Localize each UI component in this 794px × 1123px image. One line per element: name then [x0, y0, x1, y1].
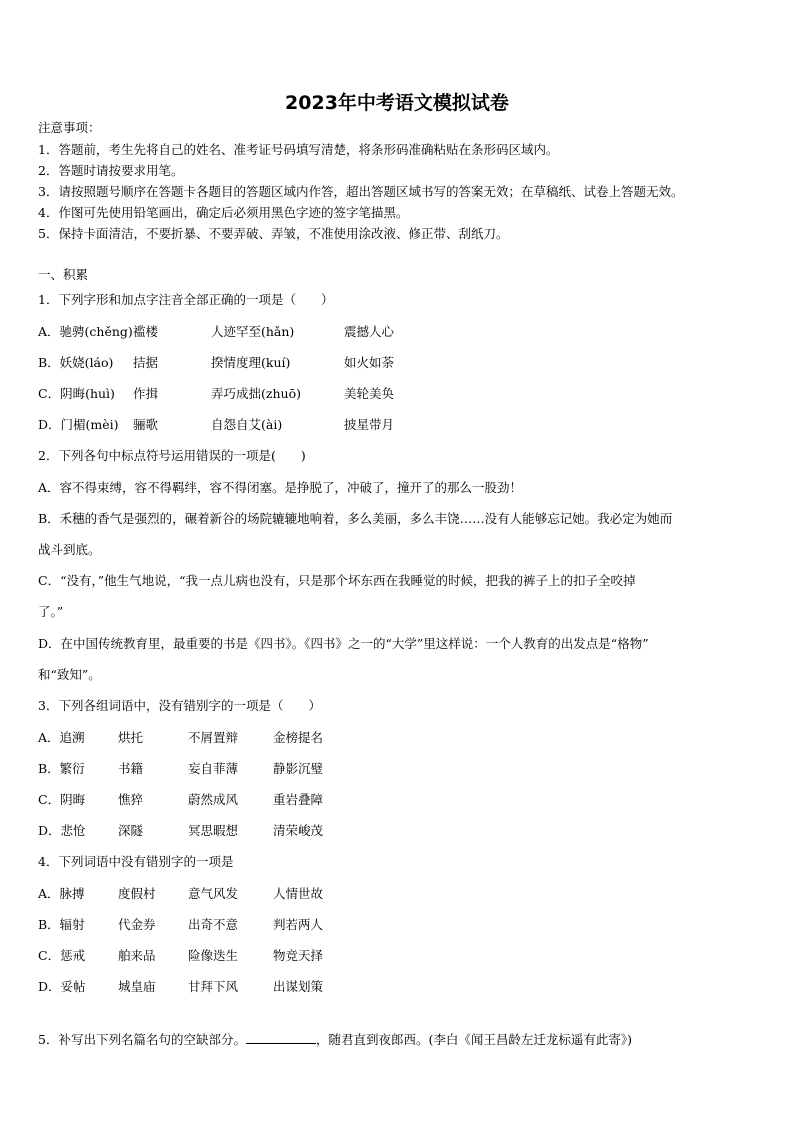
- answer-blank: [246, 1031, 316, 1044]
- question-1-option-d: D．门楣(mèi) 骊歌 自怨自艾(ài) 披星带月: [38, 417, 395, 432]
- question-2-option-c: C．“没有，”他生气地说，“我一点儿病也没有，只是那个坏东西在我睡觉的时候，把我的裤子上的扣子全咬掉: [38, 573, 636, 588]
- question-1-option-b: B．妖娆(láo) 拮据 揆情度理(kuí) 如火如荼: [38, 355, 395, 370]
- section-heading: 一、积累: [38, 267, 89, 282]
- notice-item: 5．保持卡面清洁，不要折暴、不要弄破、弄皱，不准使用涂改液、修正带、刮纸刀。: [38, 226, 509, 241]
- question-2-option-c-cont: 了。”: [38, 604, 64, 619]
- question-3-option-b: B．繁衍 书籍 妄自菲薄 静影沉璧: [38, 761, 324, 776]
- question-5: [38, 1031, 632, 1048]
- question-4-option-a: A．脉搏 度假村 意气风发 人情世故: [38, 886, 324, 901]
- notice-item: 1．答题前，考生先将自己的姓名、准考证号码填写清楚，将条形码准确粘贴在条形码区域内。: [38, 142, 559, 157]
- notice-item: 4．作图可先使用铅笔画出，确定后必须用黑色字迹的签字笔描黑。: [38, 205, 409, 220]
- question-2-option-d-cont: 和“致知”。: [38, 667, 101, 682]
- page-title: 2023年中考语文模拟试卷: [285, 92, 509, 114]
- question-1-stem: 1．下列字形和加点字注音全部正确的一项是（ ）: [38, 292, 334, 307]
- question-3-option-a: A．追溯 烘托 不屑置辩 金榜提名: [38, 730, 324, 745]
- question-4-option-d: D．妥帖 城皇庙 甘拜下风 出谋划策: [38, 979, 324, 994]
- question-4-stem: 4．下列词语中没有错别字的一项是: [38, 854, 234, 869]
- question-3-option-c: C．阴晦 憔猝 蔚然成风 重岩叠障: [38, 792, 324, 807]
- question-5-suffix: ，随君直到夜郎西。(李白《闻王昌龄左迁龙标遥有此寄》): [315, 1032, 632, 1047]
- question-4-option-c: C．惩戒 舶来品 险像迭生 物竞天择: [38, 948, 324, 963]
- question-1-option-c: C．阴晦(huì) 作揖 弄巧成拙(zhuō) 美轮美奂: [38, 386, 395, 401]
- notice-item: 2．答题时请按要求用笔。: [38, 163, 184, 178]
- question-1-option-a: A．驰骋(chěng)褴楼 人迹罕至(hǎn) 震撼人心: [38, 324, 395, 339]
- question-2-option-b-cont: 战斗到底。: [38, 542, 101, 557]
- question-4-option-b: B．辐射 代金券 出奇不意 判若两人: [38, 917, 324, 932]
- question-3-stem: 3．下列各组词语中，没有错别字的一项是（ ）: [38, 698, 321, 713]
- question-2-option-a: A．容不得束缚，容不得羁绊，容不得闭塞。是挣脱了，冲破了，撞开了的那么一股劲！: [38, 480, 523, 495]
- notice-heading: 注意事项：: [38, 120, 101, 135]
- question-2-stem: 2．下列各句中标点符号运用错误的一项是( ): [38, 448, 306, 463]
- question-5-prefix: 5．补写出下列名篇名句的空缺部分。: [38, 1032, 246, 1047]
- question-3-option-d: D．悲怆 深隧 冥思暇想 清荣峻茂: [38, 823, 324, 838]
- notice-item: 3．请按照题号顺序在答题卡各题目的答题区域内作答，超出答题区域书写的答案无效；在草稿纸、试卷上答题无效。: [38, 184, 684, 199]
- question-2-option-d: D．在中国传统教育里，最重要的书是《四书》。《四书》之一的“大学”里这样说：一个人教育的出发点是“格物”: [38, 636, 649, 651]
- question-2-option-b: B．禾穗的香气是强烈的，碾着新谷的场院辘辘地响着，多么美丽，多么丰饶……没有人能够忘记她。我必定为她而: [38, 511, 673, 526]
